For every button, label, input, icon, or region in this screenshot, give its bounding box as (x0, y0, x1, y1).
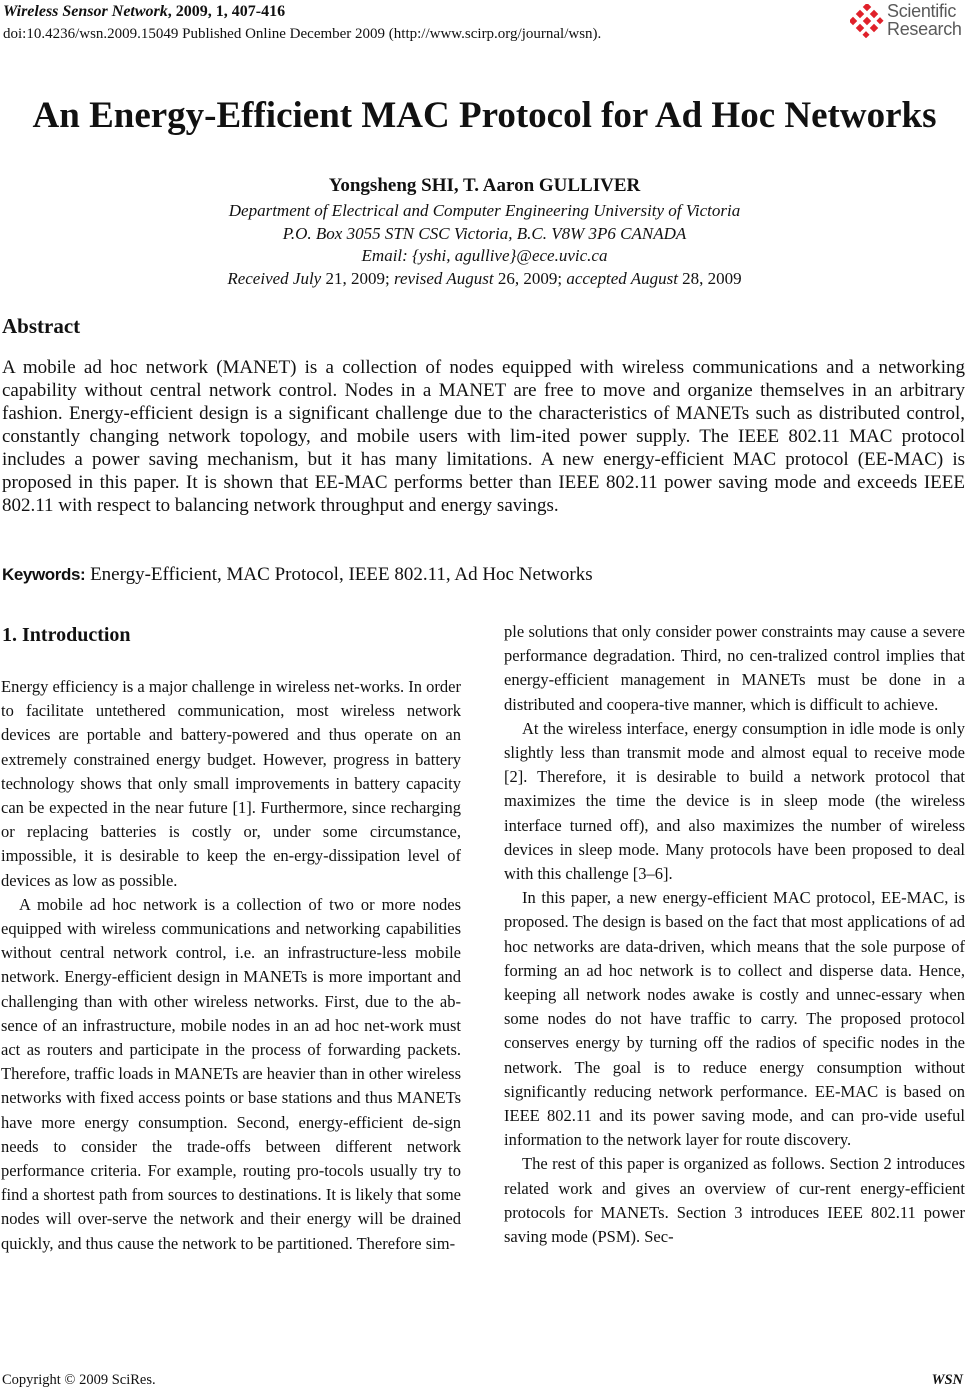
abstract-heading: Abstract (2, 314, 81, 338)
revised-date: 26, 2009; (493, 269, 567, 288)
accepted-label: accepted August (566, 269, 678, 288)
journal-name: Wireless Sensor Network (3, 3, 168, 20)
intro-paragraph: Energy efficiency is a major challenge in wireless net-works. In order to facilitate untethered communication, most wireless network devices are portable and battery-powered and thus operate on an extremely constrained energy budget. However, progress in battery technology shows that only small improvements in battery capacity can be expected in the near future [1]. Furthermore, since recharging or replacing batteries is costly or, under some circumstance, impossible, it is desirable to keep the en-ergy-dissipation level of devices as low as possible. (1, 677, 461, 890)
intro-paragraph: The rest of this paper is organized as follows. Section 2 introduces related work and gives an overview of cur-rent energy-efficient protocols for MANETs. Section 3 introduces IEEE 802.11 power saving mode (PSM). Sec- (504, 1154, 965, 1247)
paper-title: An Energy-Efficient MAC Protocol for Ad Hoc Networks (32, 95, 937, 136)
abstract-text: A mobile ad hoc network (MANET) is a collection of nodes equipped with wireless communications and a networking capability without central network control. Nodes in a MANET are free to move and organize themselves in an arbitrary fashion. Energy-efficient design is a significant challenge due to the characteristics of MANETs such as distributed control, constantly changing network topology, and mobile users with lim-ited power supply. The IEEE 802.11 MAC protocol includes a power saving mechanism, but it has many limitations. A new energy-efficient MAC protocol (EE-MAC) is proposed in this paper. It is shown that EE-MAC performs better than IEEE 802.11 power saving mode and exceeds IEEE 802.11 with respect to balancing network throughput and energy savings. (2, 357, 965, 516)
doi-line: doi:10.4236/wsn.2009.15049 Published Online December 2009 (http://www.scirp.org/journal/wsn). (3, 26, 602, 42)
footer-journal-abbrev: WSN (931, 1372, 963, 1388)
intro-paragraph: At the wireless interface, energy consumption in idle mode is only slightly less than transmit mode and almost equal to receive mode [2]. Therefore, it is desirable to build a network protocol that maximizes the time the device is in sleep mode (the wireless interface turned off), and also maximizes the number of wireless devices in sleep mode. Many protocols have been proposed to deal with this challenge [3–6]. (504, 718, 965, 884)
email-label: Email (361, 246, 403, 265)
intro-paragraph: ple solutions that only consider power constraints may cause a severe performance degradation. Third, no cen-tralized control implies that energy-efficient management in MANETs must be done in a distributed and coopera-tive manner, which is difficult to achieve. (504, 622, 965, 714)
logo-line-2: Research (887, 19, 962, 39)
received-label: Received July (227, 269, 322, 288)
scientific-research-logo-icon (850, 4, 884, 38)
journal-volume-pages: , 2009, 1, 407-416 (167, 3, 286, 20)
keywords (2, 563, 593, 587)
accepted-date: 28, 2009 (677, 269, 742, 288)
affiliation-department: Department of Electrical and Computer Engineering University of Victoria (228, 201, 741, 220)
body-column-right (504, 620, 965, 1249)
paper-authors: Yongsheng SHI, T. Aaron GULLIVER (328, 175, 641, 196)
keywords-text: Energy-Efficient, MAC Protocol, IEEE 802.11, Ad Hoc Networks (85, 564, 593, 585)
email-value: : {yshi, agullive}@ece.uvic.ca (402, 246, 608, 265)
author-email (0, 245, 969, 267)
footer-copyright: Copyright © 2009 SciRes. (2, 1372, 156, 1388)
logo-line-1: Scientific (887, 1, 957, 21)
keywords-label: Keywords: (2, 565, 86, 584)
publisher-logo (850, 2, 968, 42)
intro-paragraph: In this paper, a new energy-efficient MAC protocol, EE-MAC, is proposed. The design is based on the fact that most applications of ad hoc networks are data-driven, which means that the sole purpose of forming an ad hoc network is to collect and disperse data. Hence, keeping all network nodes awake is costly and unnec-essary when some nodes do not have traffic to carry. The proposed protocol conserves energy by turning off the radios of specific nodes in the network. The goal is to reduce energy consumption without significantly reducing network performance. EE-MAC is based on IEEE 802.11 and its power saving mode, and can pro-vide useful information to the network layer for route discovery. (504, 888, 965, 1150)
received-dates (0, 268, 969, 290)
received-date: 21, 2009; (321, 269, 394, 288)
affiliation-address: P.O. Box 3055 STN CSC Victoria, B.C. V8W 3P6 CANADA (282, 224, 687, 243)
revised-label: revised August (393, 269, 494, 288)
section-heading-introduction: 1. Introduction (2, 624, 131, 646)
intro-paragraph: A mobile ad hoc network is a collection of two or more nodes equipped with wireless communications and networking capabilities without central network control, i.e. an infrastructure-less mobile network. Energy-efficient design in MANETs is more important and challenging than with other wireless networks. First, due to the ab-sence of an infrastructure, mobile nodes in an ad hoc net-work must act as routers and participate in the process of forwarding packets. Therefore, traffic loads in MANETs are heavier than in other wireless networks with fixed access points or base stations and thus MANETs have more energy consumption. Second, energy-efficient de-sign needs to consider the trade-offs between different network performance criteria. For example, routing pro-tocols usually try to find a shortest path from sources to destinations. It is likely that some nodes will over-serve the network and their energy will be drained quickly, and thus cause the network to be partitioned. Therefore sim- (1, 894, 461, 1253)
body-column-left (1, 675, 461, 1256)
logo-wordmark (887, 2, 962, 38)
journal-citation (3, 3, 285, 21)
